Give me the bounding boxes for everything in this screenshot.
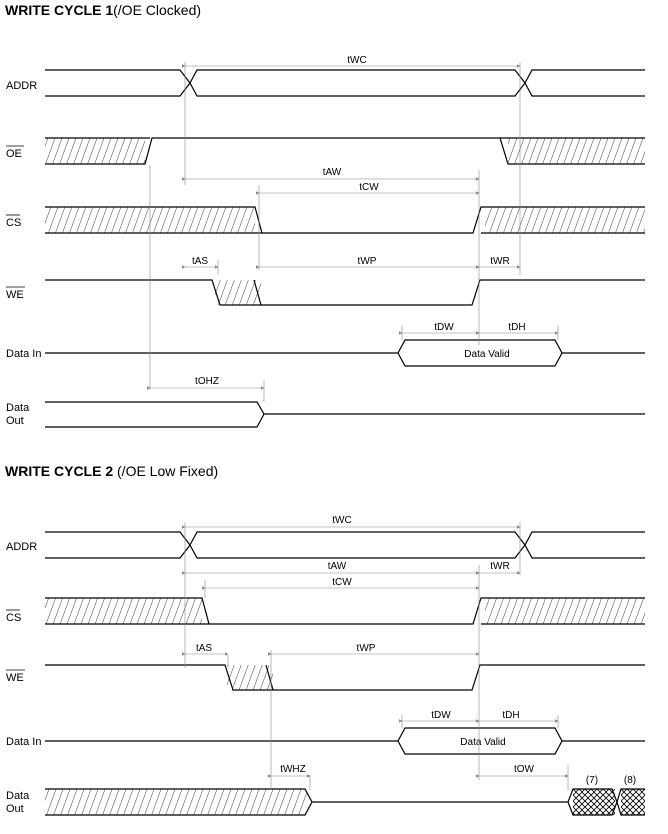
c2-twhz-label: tWHZ <box>280 764 306 775</box>
c2-cs-waveform <box>45 598 645 624</box>
c1-datain-label: Data In <box>6 348 42 360</box>
c1-twc-label: tWC <box>347 55 367 66</box>
c1-addr-waveform <box>45 70 645 96</box>
c2-tas-label: tAS <box>195 643 213 654</box>
c1-twr-label: tWR <box>490 256 510 267</box>
c1-tcw-label: tCW <box>359 182 379 193</box>
c2-addr-waveform <box>45 532 645 558</box>
c2-datain-label: Data In <box>6 736 42 748</box>
c2-tow-label: tOW <box>514 764 534 775</box>
c2-twc-label: tWC <box>332 515 352 526</box>
cycle1-title: WRITE CYCLE 1(/OE Clocked) <box>5 2 202 18</box>
c1-dataout-label-2: Out <box>6 415 24 427</box>
c1-we-label: WE <box>6 289 24 301</box>
c1-dataout-label-1: Data <box>6 402 30 414</box>
c2-tdw-label: tDW <box>431 710 451 721</box>
c2-tdh-label: tDH <box>502 710 520 721</box>
c2-taw-label: tAW <box>327 561 347 572</box>
cycle2-title: WRITE CYCLE 2 (/OE Low Fixed) <box>5 463 219 479</box>
c2-we-label: WE <box>6 672 24 684</box>
c1-tas-label: tAS <box>191 256 209 267</box>
c1-tdw-label: tDW <box>434 322 454 333</box>
c2-cs-label: CS <box>6 612 22 624</box>
c1-dataout-waveform <box>45 402 645 427</box>
c1-taw-label: tAW <box>322 167 342 178</box>
c2-twp-label: tWP <box>356 643 376 654</box>
c2-dataout-label-1: Data <box>6 790 30 802</box>
c2-datain-waveform <box>45 728 645 754</box>
c2-we-waveform <box>45 665 645 690</box>
c1-cs-waveform <box>45 207 645 233</box>
c2-addr-label: ADDR <box>6 541 38 553</box>
c1-data-valid: Data Valid <box>464 349 510 360</box>
c2-note-7: (7) <box>585 775 599 786</box>
c2-twr-label: tWR <box>490 561 510 572</box>
c2-dataout-waveform <box>45 775 645 815</box>
c1-cs-label: CS <box>6 217 22 229</box>
c2-guides <box>185 522 568 790</box>
c2-data-valid: Data Valid <box>460 737 506 748</box>
c1-twp-label: tWP <box>357 256 377 267</box>
c2-note-8: (8) <box>623 775 637 786</box>
c1-datain-waveform <box>45 340 645 366</box>
c2-dataout-label-2: Out <box>6 803 24 815</box>
c2-tcw-label: tCW <box>332 577 352 588</box>
c1-addr-label: ADDR <box>6 80 38 92</box>
c1-we-waveform <box>45 280 645 305</box>
c1-tohz-label: tOHZ <box>195 376 219 387</box>
c1-oe-waveform <box>45 138 645 164</box>
c1-oe-label: OE <box>6 148 22 160</box>
c1-tdh-label: tDH <box>508 322 526 333</box>
c2-dimensions <box>185 515 568 776</box>
